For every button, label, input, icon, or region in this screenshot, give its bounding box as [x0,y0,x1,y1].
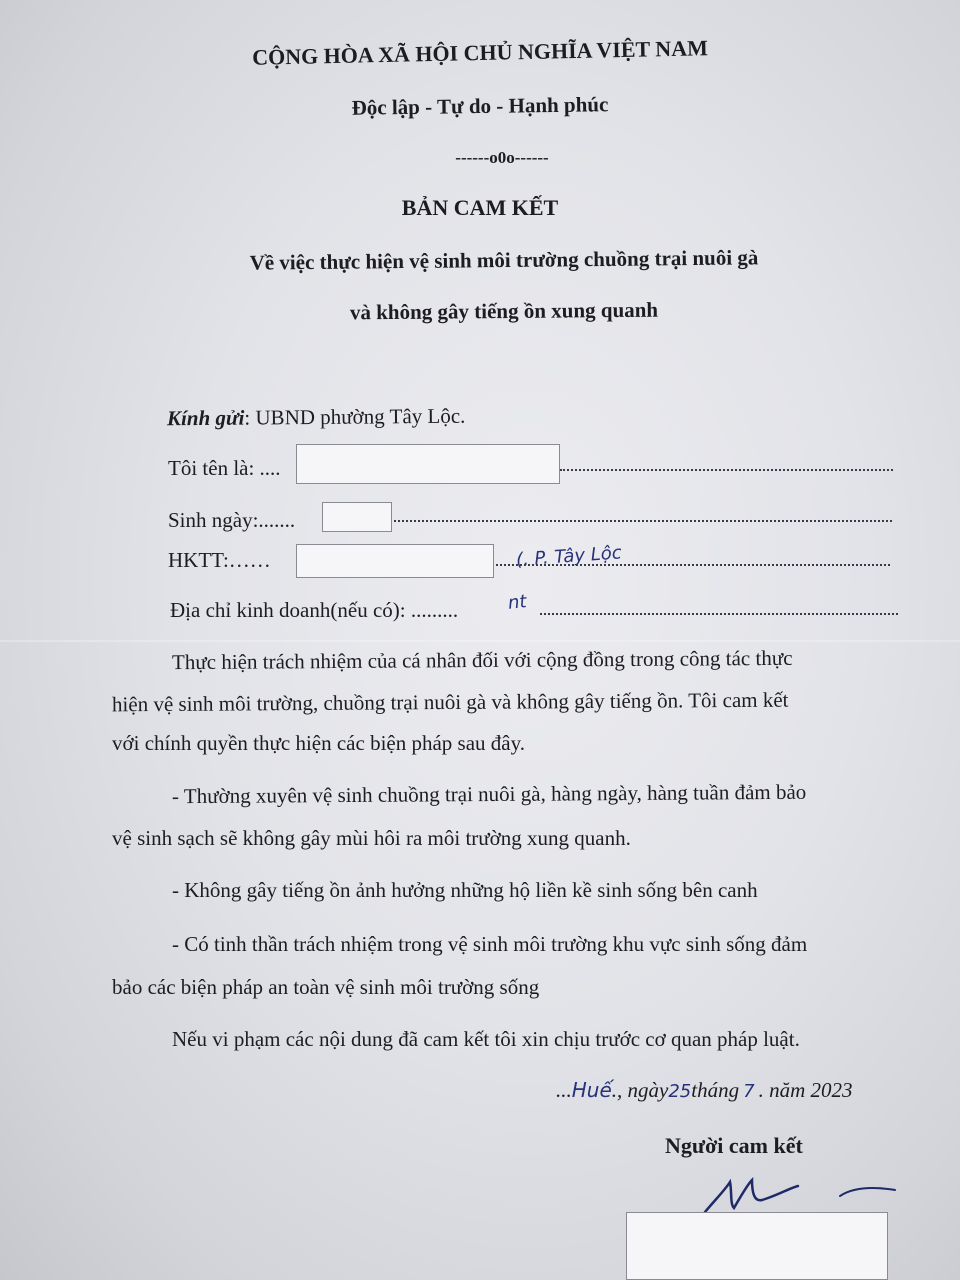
document-subtitle-line2: và không gây tiếng ồn xung quanh [349,297,659,325]
hktt-label: HKTT:…… [168,548,271,572]
body-para1-line1: Thực hiện trách nhiệm của cá nhân đối với cộng đồng trong công tác thực [171,645,793,675]
name-redaction [296,444,560,484]
dateline-text-month: tháng [691,1078,740,1102]
business-address-label: Địa chỉ kinh doanh(nếu có): ......... [170,598,459,622]
commitment-item2-line1: - Không gây tiếng ồn ảnh hưởng những hộ liền kề sinh sống bên canh [172,878,758,902]
closing-statement: Nếu vi phạm các nội dung đã cam kết tôi xin chịu trước cơ quan pháp luật. [172,1027,800,1051]
dob-redaction [322,502,392,532]
dateline-day-handwriting: 25 [668,1081,692,1102]
dateline-place-handwriting: Huế [571,1078,612,1102]
signature-label: Người cam kết [665,1133,803,1158]
dateline-text-day: ., ngày [611,1078,669,1102]
hktt-redaction [296,544,494,578]
business-address-handwriting: nt [506,591,528,614]
addressee [167,404,466,432]
motto: Độc lập - Tự do - Hạnh phúc [351,92,609,120]
addressee-value: : UBND phường Tây Lộc. [244,403,466,430]
national-title: CỘNG HÒA XÃ HỘI CHỦ NGHĨA VIỆT NAM [251,35,709,70]
commitment-item3-line1: - Có tinh thần trách nhiệm trong vệ sinh môi trường khu vực sinh sống đảm [172,932,808,956]
name-label: Tôi tên là: .... [168,456,281,480]
addressee-label: Kính gửi [166,405,245,431]
hktt-dotted-line [496,563,890,566]
paper-fold [0,640,960,642]
body-para1-line3: với chính quyền thực hiện các biện pháp sau đây. [112,731,525,755]
commitment-item3-line2: bảo các biện pháp an toàn vệ sinh môi trường sống [112,975,540,999]
dob-dotted-line [394,519,892,522]
dob-label: Sinh ngày:....... [168,508,296,532]
document-subtitle-line1: Về việc thực hiện vệ sinh môi trường chuồng trại nuôi gà [249,245,759,275]
dateline [556,1078,852,1103]
hktt-handwriting: (. P. Tây Lộc [515,542,623,571]
commitment-item1-line1: - Thường xuyên vệ sinh chuồng trại nuôi gà, hàng ngày, hàng tuần đảm bảo [171,779,807,809]
dateline-prefix: ... [556,1078,572,1102]
separator: ------o0o------ [455,148,549,167]
commitment-item1-line2: vệ sinh sạch sẽ không gây mùi hôi ra môi trường xung quanh. [112,826,631,850]
body-para1-line2: hiện vệ sinh môi trường, chuồng trại nuôi gà và không gây tiếng ồn. Tôi cam kết [111,687,789,717]
name-dotted-line [560,468,893,471]
dateline-text-year: . năm 2023 [758,1078,853,1102]
document-title: BẢN CAM KẾT [401,195,559,220]
business-address-dotted-line [540,612,898,615]
signer-name-redaction [626,1212,888,1280]
dateline-month-handwriting: 7 [743,1081,755,1102]
